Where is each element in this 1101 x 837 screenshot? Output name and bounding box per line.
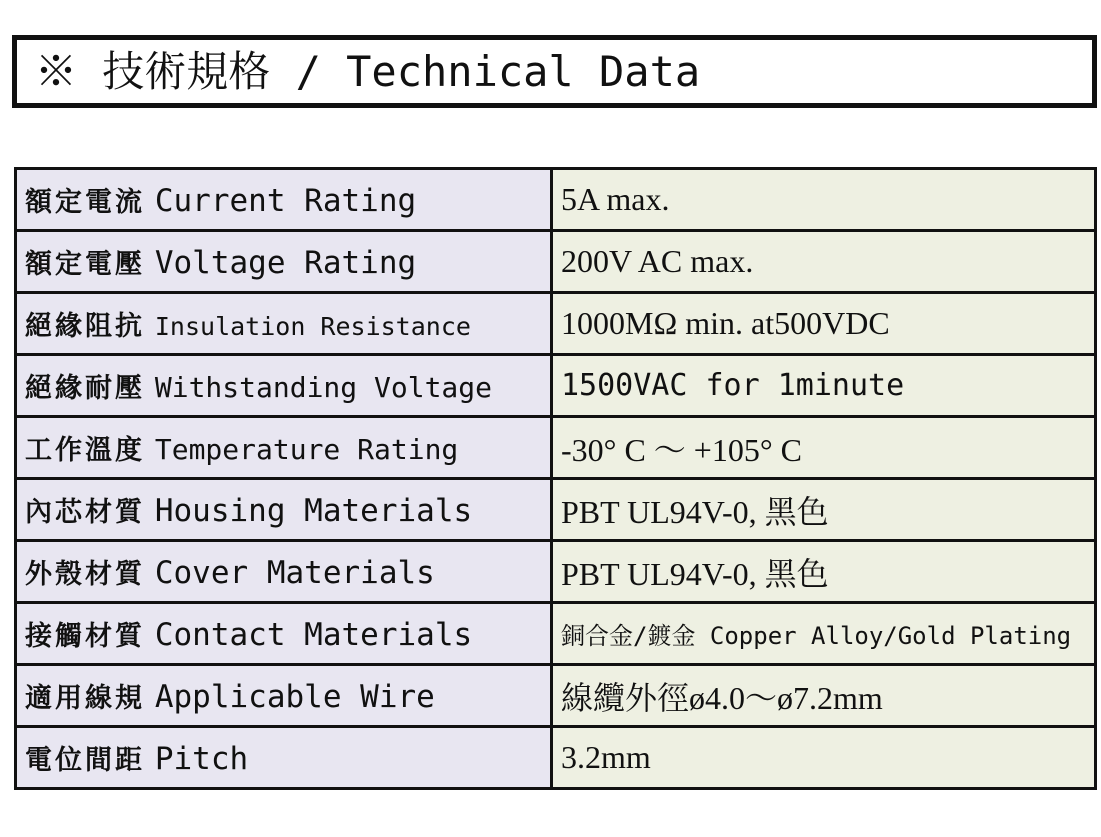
table-row bbox=[16, 541, 1096, 603]
spec-label-cn: 絕緣耐壓 bbox=[25, 373, 145, 404]
spec-label-en: Insulation Resistance bbox=[154, 312, 471, 341]
spec-value: 銅合金/鍍金 Copper Alloy/Gold Plating bbox=[552, 603, 1096, 665]
spec-label-cell bbox=[16, 541, 552, 603]
spec-label-cn: 電位間距 bbox=[25, 745, 145, 776]
spec-label-cell bbox=[16, 665, 552, 727]
spec-label-en: Applicable Wire bbox=[154, 679, 435, 715]
spec-label-cn: 絕緣阻抗 bbox=[25, 311, 145, 342]
spec-value: -30° C ～ +105° C bbox=[552, 417, 1096, 479]
title-box bbox=[12, 35, 1097, 108]
table-row bbox=[16, 293, 1096, 355]
spec-value: PBT UL94V-0, 黑色 bbox=[552, 541, 1096, 603]
spec-label-cell bbox=[16, 727, 552, 789]
spec-label-cell bbox=[16, 355, 552, 417]
spec-label-cn: 內芯材質 bbox=[25, 497, 145, 528]
table-row bbox=[16, 727, 1096, 789]
spec-label-en: Cover Materials bbox=[154, 555, 435, 591]
table-row bbox=[16, 603, 1096, 665]
spec-label-en: Current Rating bbox=[154, 183, 417, 219]
spec-label-en: Voltage Rating bbox=[154, 245, 417, 281]
spec-label-en: Pitch bbox=[154, 741, 249, 777]
spec-label-cn: 額定電流 bbox=[25, 187, 145, 218]
table-row bbox=[16, 231, 1096, 293]
table-row bbox=[16, 417, 1096, 479]
spec-label-cn: 接觸材質 bbox=[25, 621, 145, 652]
spec-value: 5A max. bbox=[552, 169, 1096, 231]
spec-value: 線纜外徑ø4.0～ø7.2mm bbox=[552, 665, 1096, 727]
spec-label-cell bbox=[16, 479, 552, 541]
spec-label-en: Withstanding Voltage bbox=[154, 371, 493, 404]
table-row bbox=[16, 169, 1096, 231]
spec-label-cell bbox=[16, 231, 552, 293]
spec-label-cn: 工作溫度 bbox=[25, 435, 145, 466]
spec-label-cn: 額定電壓 bbox=[25, 249, 145, 280]
spec-label-cn: 外殼材質 bbox=[25, 559, 145, 590]
spec-label-cn: 適用線規 bbox=[25, 683, 145, 714]
table-row bbox=[16, 665, 1096, 727]
spec-value: 1000MΩ min. at500VDC bbox=[552, 293, 1096, 355]
spec-label-cell bbox=[16, 603, 552, 665]
spec-label-en: Housing Materials bbox=[154, 493, 473, 529]
spec-value: 3.2mm bbox=[552, 727, 1096, 789]
page-title: ※ 技術規格 / Technical Data bbox=[35, 47, 701, 96]
spec-label-en: Contact Materials bbox=[154, 617, 473, 653]
spec-label-cell bbox=[16, 169, 552, 231]
spec-value: PBT UL94V-0, 黑色 bbox=[552, 479, 1096, 541]
spec-table bbox=[14, 167, 1097, 790]
spec-value: 200V AC max. bbox=[552, 231, 1096, 293]
spec-label-cell bbox=[16, 417, 552, 479]
spec-value: 1500VAC for 1minute bbox=[552, 355, 1096, 417]
table-row bbox=[16, 479, 1096, 541]
spec-label-en: Temperature Rating bbox=[154, 433, 459, 466]
spec-label-cell bbox=[16, 293, 552, 355]
table-row bbox=[16, 355, 1096, 417]
